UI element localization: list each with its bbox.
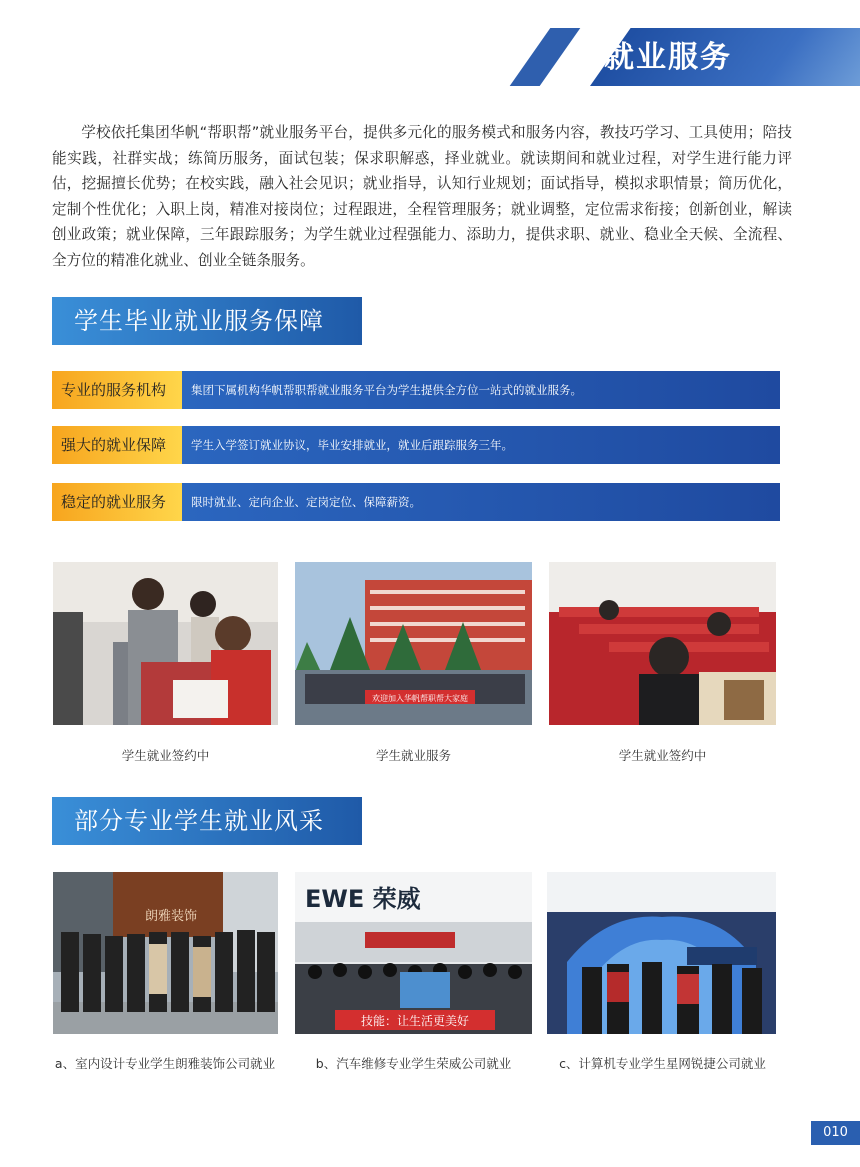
feature-label: 专业的服务机构 — [52, 371, 182, 409]
feature-row — [52, 426, 780, 464]
page-number: 010 — [811, 1121, 860, 1145]
section-heading-guarantee: 学生毕业就业服务保障 — [52, 297, 362, 345]
feature-label: 强大的就业保障 — [52, 426, 182, 464]
photo-banner-text: 技能：让生活更美好 — [360, 1014, 470, 1028]
feature-row — [52, 371, 780, 409]
photo-auto-repair — [295, 872, 532, 1034]
photo-group-service — [295, 562, 532, 725]
photo-signing-2 — [549, 562, 776, 725]
photo-caption: 学生就业服务 — [375, 748, 451, 763]
photo-caption: 学生就业签约中 — [121, 748, 210, 763]
feature-description: 学生入学签订就业协议，毕业安排就业，就业后跟踪服务三年。 — [182, 426, 780, 464]
feature-label: 稳定的就业服务 — [52, 483, 182, 521]
photo-computer — [547, 872, 776, 1034]
photo-caption: c、计算机专业学生星网锐捷公司就业 — [559, 1056, 766, 1071]
photo-sign-text: 朗雅装饰 — [144, 909, 198, 924]
photo-caption: b、汽车维修专业学生荣威公司就业 — [315, 1056, 512, 1071]
page-title: 就业服务 — [604, 40, 732, 75]
photo-sign-text: EWE 荣威 — [305, 885, 421, 913]
feature-description: 限时就业、定向企业、定岗定位、保障薪资。 — [182, 483, 780, 521]
photo-interior-design — [53, 872, 278, 1034]
feature-description: 集团下属机构华帆帮职帮就业服务平台为学生提供全方位一站式的就业服务。 — [182, 371, 780, 409]
section-heading-showcase: 部分专业学生就业风采 — [52, 797, 362, 845]
photo-signing-1 — [53, 562, 278, 725]
intro-paragraph: 学校依托集团华帆“帮职帮”就业服务平台，提供多元化的服务模式和服务内容，教技巧学习、工具使用；陪技能实践，社群实战；练简历服务，面试包装；保求职解惑，择业就业。就读期间和就业过程，对学生进行能力评估，挖掘擅长优势；在校实践，融入社会见识；就业指导，认知行业规划；面试指导，模拟求职情景；简历优化，定制个性优化；入职上岗，精准对接岗位；过程跟进，全程管理服务；就业调整，定位需求衔接；创新创业，解读创业政策；就业保障，三年跟踪服务；为学生就业过程强能力、添助力，提供求职、就业、稳业全天候、全流程、全方位的精准化就业、创业全链条服务。 — [52, 124, 792, 269]
photo-banner-text: 欢迎加入华帆帮职帮大家庭 — [372, 694, 468, 703]
feature-row — [52, 483, 780, 521]
photo-caption: a、室内设计专业学生朗雅装饰公司就业 — [54, 1056, 276, 1071]
photo-caption: 学生就业签约中 — [618, 748, 707, 763]
